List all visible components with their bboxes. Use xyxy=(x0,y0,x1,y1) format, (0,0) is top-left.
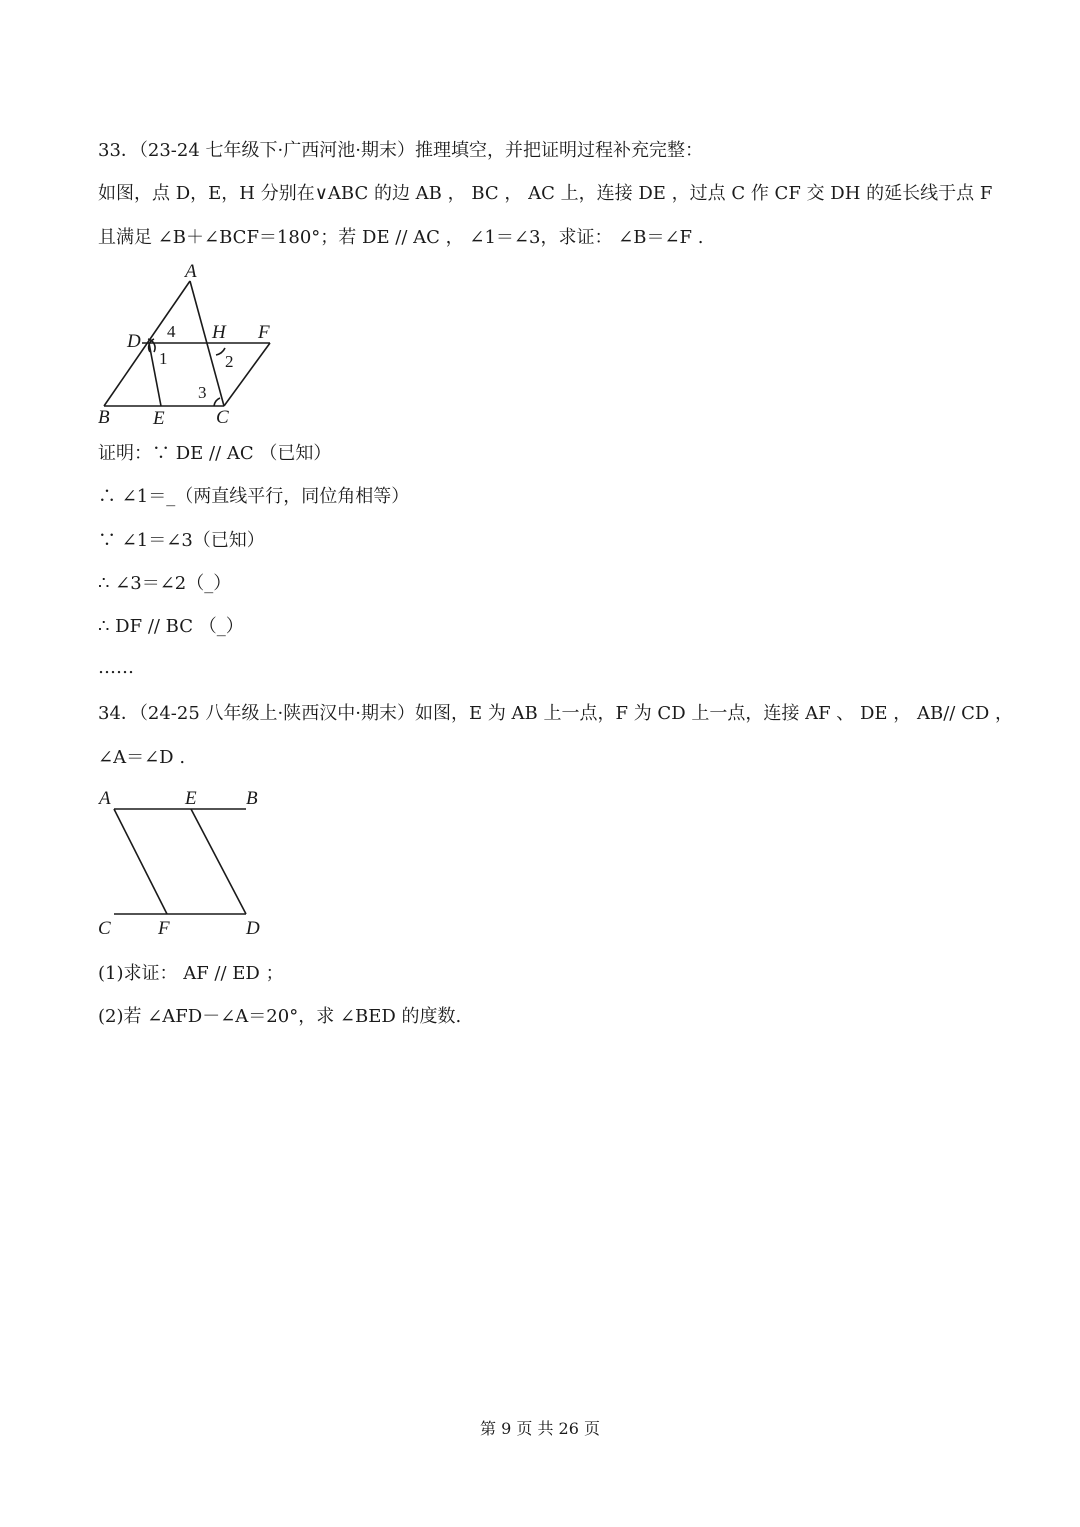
page-footer: 第 9 页 共 26 页 xyxy=(480,1419,600,1438)
q34-statement-line1: ∠A＝∠D . xyxy=(98,747,186,768)
proof-line-5: ∴ DF // BC （_） xyxy=(98,616,244,637)
q34-header: 34．（24-25 八年级上·陕西汉中·期末）如图，E 为 AB 上一点，F 为 CD 上一点，连接 AF 、 DE ， AB// CD ， xyxy=(98,703,1014,724)
label-angle-2: 2 xyxy=(225,352,234,371)
label-a: A xyxy=(185,261,197,282)
proof-line-3: ∵ ∠1＝∠3（已知） xyxy=(98,530,265,551)
label-b: B xyxy=(246,788,258,809)
label-c: C xyxy=(98,918,111,939)
label-c: C xyxy=(216,407,229,428)
label-b: B xyxy=(98,407,110,428)
label-e: E xyxy=(153,408,165,429)
q34-part-2: (2)若 ∠AFD－∠A＝20°，求 ∠BED 的度数. xyxy=(98,1006,462,1027)
segment-af xyxy=(114,809,167,914)
label-e: E xyxy=(185,788,197,809)
label-angle-1: 1 xyxy=(159,349,168,368)
arc-angle-3 xyxy=(214,398,220,406)
label-f: F xyxy=(158,918,170,939)
label-angle-3: 3 xyxy=(198,383,207,402)
q34-part-1: (1)求证： AF // ED ； xyxy=(98,963,284,984)
label-d: D xyxy=(246,918,260,939)
q33-figure xyxy=(94,260,284,430)
label-h: H xyxy=(212,322,226,343)
q33-statement-line1: 如图，点 D，E，H 分别在∨ABC 的边 AB ， BC ， AC 上，连接 DE ，过点 C 作 CF 交 DH 的延长线于点 F xyxy=(98,183,993,204)
label-angle-4: 4 xyxy=(167,322,176,341)
arc-angle-2 xyxy=(216,348,225,355)
proof-ellipsis: …… xyxy=(98,657,134,678)
label-f: F xyxy=(258,322,270,343)
label-a: A xyxy=(99,788,111,809)
segment-ed xyxy=(191,809,246,914)
proof-line-4: ∴ ∠3＝∠2（_） xyxy=(98,573,232,594)
q33-header: 33．（23-24 七年级下·广西河池·期末）推理填空，并把证明过程补充完整： xyxy=(98,140,703,161)
q34-figure xyxy=(94,784,274,944)
proof-line-1: 证明：∵ DE // AC （已知） xyxy=(98,443,332,464)
label-d: D xyxy=(127,331,141,352)
proof-line-2: ∴ ∠1＝_（两直线平行，同位角相等） xyxy=(98,486,410,507)
q33-statement-line2: 且满足 ∠B＋∠BCF＝180°；若 DE // AC ， ∠1＝∠3，求证： ∠B＝∠F . xyxy=(98,227,704,248)
